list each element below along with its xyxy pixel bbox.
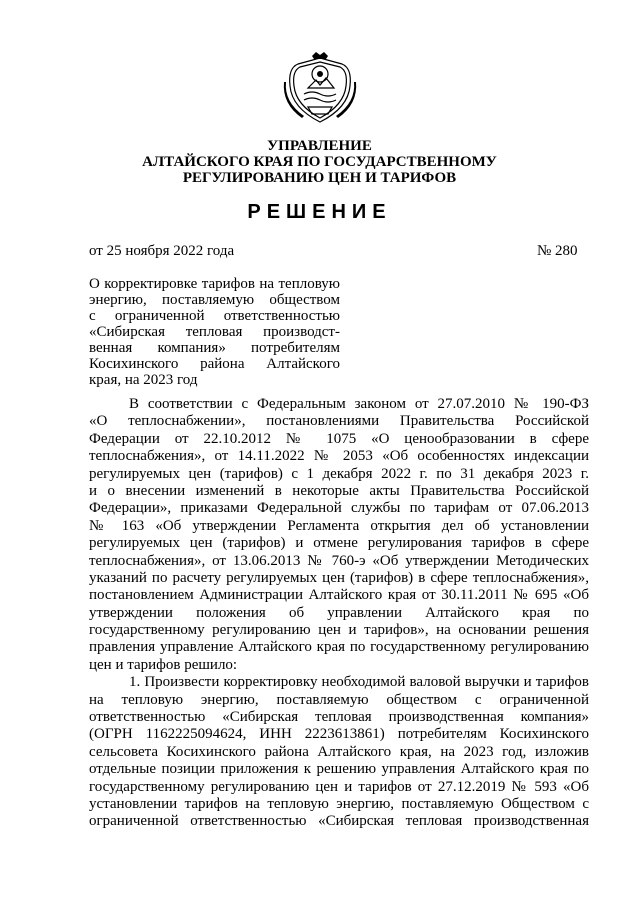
body-line: регулируемых цен (тарифов) и отмене регулирования тарифов в сфере	[89, 535, 589, 552]
organization-name	[0, 138, 639, 186]
body-line: цен и тарифов решило:	[89, 656, 238, 673]
body-line: Федерации от 22.10.2012 № 1075 «О ценообразовании в сфере	[89, 430, 589, 447]
body-line: ответственностью «Сибирская тепловая производственная компания»	[89, 709, 589, 726]
body-line: отдельные позиции приложения к решению управления Алтайского края по	[89, 761, 589, 778]
body-line: (ОГРН 1162225094624, ИНН 2223613861) потребителям Косихинского	[89, 726, 589, 743]
document-number: № 280	[537, 243, 578, 259]
subject-line: с ограниченной ответственностью	[89, 308, 340, 324]
body-line: теплоснабжения», от 13.06.2013 № 760-э «Об утверждении Методических	[89, 552, 589, 569]
body-line: регулируемых цен (тарифов) с 1 декабря 2022 г. по 31 декабря 2023 г.	[89, 465, 589, 482]
subject-line: энергию, поставляемую обществом	[89, 292, 340, 308]
subject-line: О корректировке тарифов на тепловую	[89, 276, 340, 292]
body-line: правления управление Алтайского края по государственному регулированию	[89, 639, 589, 656]
subject-block	[89, 276, 340, 388]
body-line: В соответствии с Федеральным законом от 27.07.2010 № 190-ФЗ	[129, 396, 589, 412]
org-line: УПРАВЛЕНИЕ	[267, 138, 372, 154]
subject-line: «Сибирская тепловая производст-	[89, 324, 340, 340]
body-line: ограниченной ответственностью «Сибирская тепловая производственная	[89, 813, 589, 830]
body-line: утверждении положения об управлении Алтайского края по	[89, 604, 589, 621]
body-text	[89, 396, 589, 831]
document-date: от 25 ноября 2022 года	[89, 243, 235, 259]
subject-line: венная компания» потребителям	[89, 340, 340, 356]
body-line: и о внесении изменений в некоторые акты Правительства Российской	[89, 482, 589, 499]
body-line: постановлением Администрации Алтайского края от 30.11.2011 № 695 «Об	[89, 587, 589, 604]
org-line: РЕГУЛИРОВАНИЮ ЦЕН И ТАРИФОВ	[182, 170, 457, 186]
body-line: Федерации», приказами Федеральной службы по тарифам от 07.06.2013	[89, 500, 589, 517]
body-line: теплоснабжения», от 14.11.2022 № 2053 «Об особенностях индексации	[89, 448, 589, 465]
document-title: РЕШЕНИЕ	[247, 201, 392, 223]
body-line: государственному регулированию цен и тарифов», на основании решения	[89, 622, 589, 639]
body-line: государственному регулированию цен и тарифов от 27.12.2019 № 593 «Об	[89, 778, 589, 795]
coat-of-arms-icon	[282, 52, 358, 128]
body-line: на тепловую энергию, поставляемую обществом с ограниченной	[89, 691, 589, 708]
body-line: № 163 «Об утверждении Регламента открытия дел об установлении	[89, 517, 589, 534]
body-line: установлении тарифов на тепловую энергию, поставляемую Обществом с	[89, 795, 589, 812]
body-line: указаний по расчету регулируемых цен (тарифов) в сфере теплоснабжения»,	[89, 569, 589, 586]
subject-line: края, на 2023 год	[89, 372, 198, 388]
body-line: сельсовета Косихинского района Алтайского края, на 2023 год, изложив	[89, 743, 589, 760]
org-line: АЛТАЙСКОГО КРАЯ ПО ГОСУДАРСТВЕННОМУ	[142, 154, 497, 170]
body-line: «О теплоснабжении», постановлениями Правительства Российской	[89, 413, 589, 430]
body-line: 1. Произвести корректировку необходимой валовой выручки и тарифов	[129, 674, 589, 691]
subject-line: Косихинского района Алтайского	[89, 356, 340, 372]
